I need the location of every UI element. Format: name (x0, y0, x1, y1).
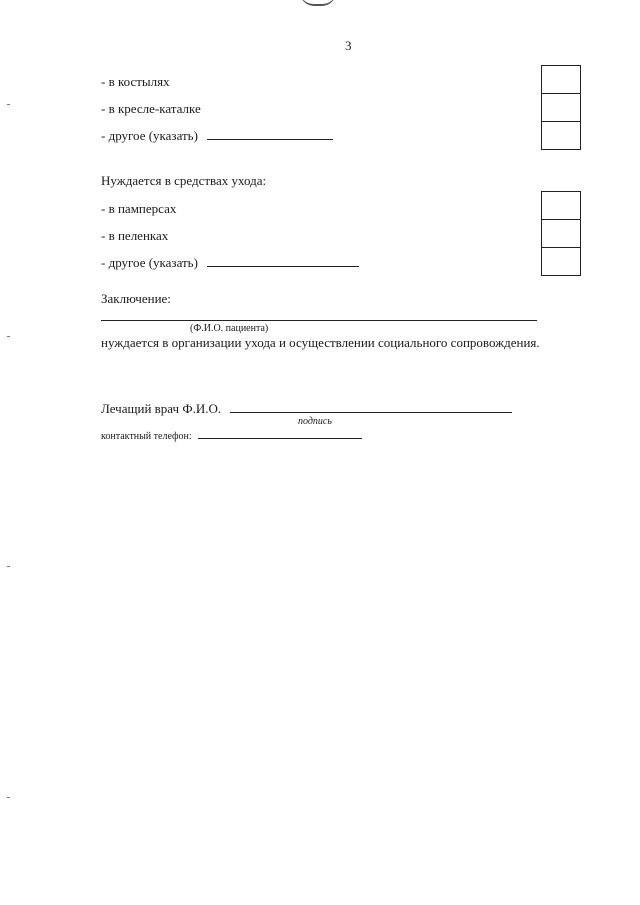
top-scan-mark (300, 0, 336, 6)
care-item-label: - в памперсах (101, 201, 177, 216)
patient-name-caption: (Ф.И.О. пациента) (190, 323, 269, 334)
doctor-signature-line[interactable] (230, 401, 512, 413)
margin-mark (7, 104, 10, 105)
care-item-label: - в пеленках (101, 228, 169, 243)
checkbox-crutches[interactable] (542, 66, 580, 94)
page-number: 3 (345, 38, 352, 53)
mobility-checkbox-column (541, 65, 581, 150)
mobility-item-other (101, 128, 333, 144)
phone-row (101, 430, 362, 442)
checkbox-mobility-other[interactable] (542, 122, 580, 149)
care-other-fill-line[interactable] (207, 255, 359, 267)
mobility-item-wheelchair (101, 101, 201, 117)
checkbox-sheets[interactable] (542, 220, 580, 248)
care-item-diapers (101, 201, 176, 217)
mobility-item-label: - в костылях (101, 74, 170, 89)
checkbox-diapers[interactable] (542, 192, 580, 220)
conclusion-heading: Заключение: (101, 291, 171, 306)
care-item-label: - другое (указать) (101, 255, 198, 270)
signature-caption: подпись (298, 416, 332, 427)
checkbox-wheelchair[interactable] (542, 94, 580, 122)
checkbox-care-other[interactable] (542, 248, 580, 275)
phone-fill-line[interactable] (198, 430, 362, 439)
doctor-row (101, 401, 512, 417)
conclusion-text: нуждается в организации ухода и осуществлении социального сопровождения. (101, 335, 540, 350)
margin-mark (7, 797, 10, 798)
phone-label: контактный телефон: (101, 431, 192, 442)
margin-mark (7, 336, 10, 337)
margin-mark (7, 566, 10, 567)
doctor-label: Лечащий врач Ф.И.О. (101, 401, 222, 416)
mobility-item-label: - в кресле-каталке (101, 101, 201, 116)
care-checkbox-column (541, 191, 581, 276)
mobility-item-label: - другое (указать) (101, 128, 198, 143)
care-item-sheets (101, 228, 168, 244)
patient-name-line[interactable] (101, 320, 537, 321)
care-item-other (101, 255, 359, 271)
mobility-item-crutches (101, 74, 170, 90)
care-heading: Нуждается в средствах ухода: (101, 173, 267, 188)
mobility-other-fill-line[interactable] (207, 128, 333, 140)
